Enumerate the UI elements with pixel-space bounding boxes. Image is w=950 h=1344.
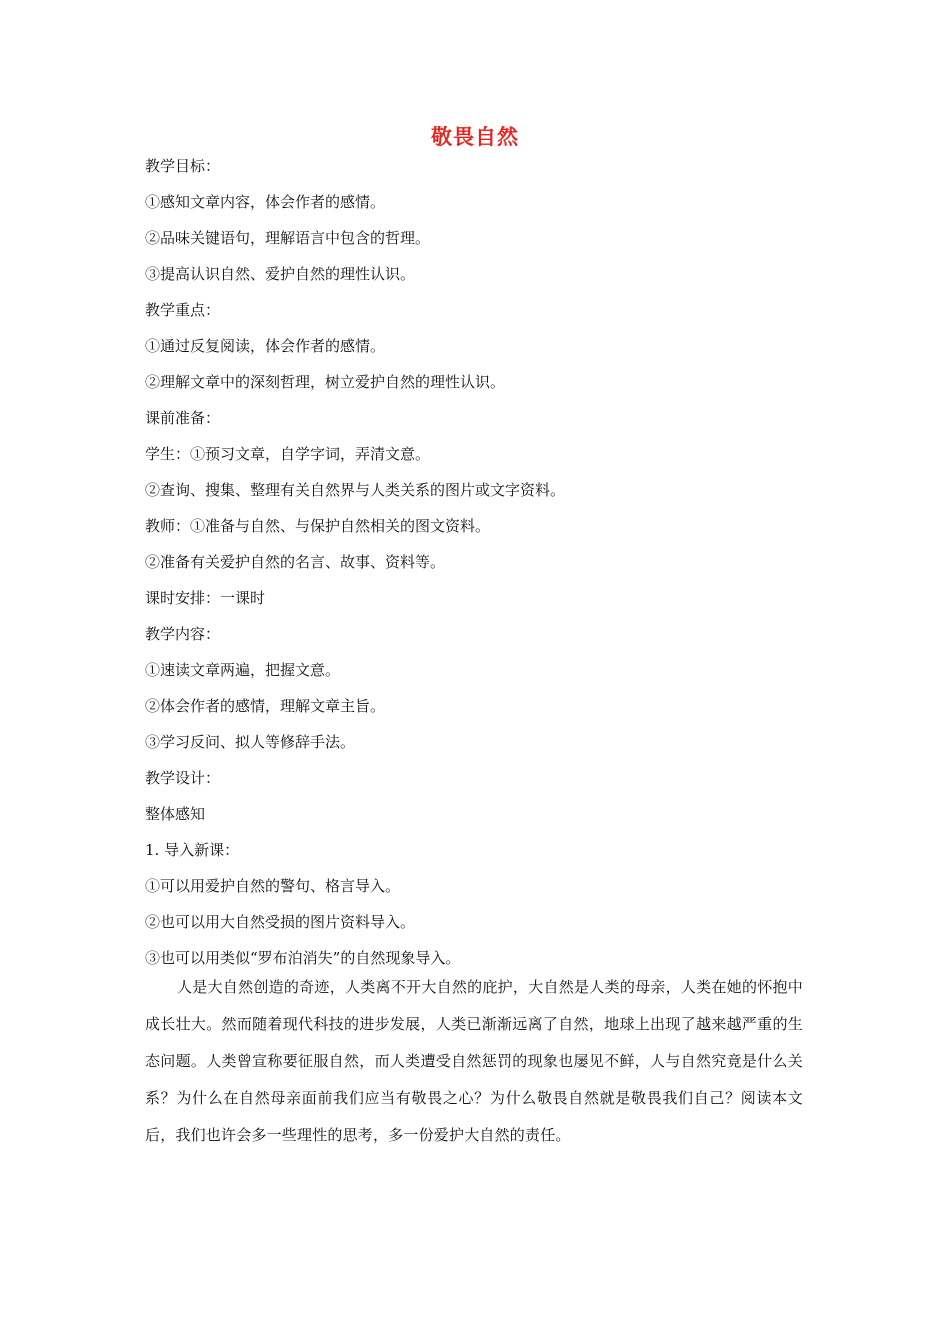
section-heading-preparation: 课前准备： bbox=[145, 409, 221, 427]
step-item: ①可以用爱护自然的警句、格言导入。 bbox=[145, 877, 401, 895]
key-point-item: ①通过反复阅读，体会作者的感情。 bbox=[145, 337, 386, 355]
section-heading-content: 教学内容： bbox=[145, 625, 221, 643]
objective-item: ①感知文章内容，体会作者的感情。 bbox=[145, 193, 386, 211]
section-heading-design: 教学设计： bbox=[145, 769, 221, 787]
intro-paragraph: 人是大自然创造的奇迹，人类离不开大自然的庇护，大自然是人类的母亲，人类在她的怀抱中成长壮大。然而随着现代科技的进步发展，人类已渐渐远离了自然，地球上出现了越来越严重的生态问题。人类曾宣称要征服自然，而人类遭受自然惩罚的现象也屡见不鲜，人与自然究竟是什么关系？为什么在自然母亲面前我们应当有敬畏之心？为什么敬畏自然就是敬畏我们自己？阅读本文后，我们也许会多一些理性的思考，多一份爱护大自然的责任。 bbox=[145, 978, 803, 1144]
content-item: ②体会作者的感情，理解文章主旨。 bbox=[145, 697, 386, 715]
content-item: ①速读文章两遍，把握文意。 bbox=[145, 661, 341, 679]
step-heading: 1. 导入新课： bbox=[145, 841, 240, 859]
preparation-item: ②查询、搜集、整理有关自然界与人类关系的图片或文字资料。 bbox=[145, 481, 566, 499]
objective-item: ②品味关键语句，理解语言中包含的哲理。 bbox=[145, 229, 431, 247]
lesson-plan-lines bbox=[145, 148, 805, 976]
preparation-item: 教师：①准备与自然、与保护自然相关的图文资料。 bbox=[145, 517, 491, 535]
content-item: ③学习反问、拟人等修辞手法。 bbox=[145, 733, 356, 751]
section-heading-objectives: 教学目标： bbox=[145, 157, 221, 175]
key-point-item: ②理解文章中的深刻哲理，树立爱护自然的理性认识。 bbox=[145, 373, 506, 391]
preparation-item: 学生：①预习文章，自学字词，弄清文意。 bbox=[145, 445, 431, 463]
step-item: ③也可以用类似“罗布泊消失”的自然现象导入。 bbox=[145, 949, 461, 967]
section-heading-key-points: 教学重点： bbox=[145, 301, 221, 319]
preparation-item: ②准备有关爱护自然的名言、故事、资料等。 bbox=[145, 553, 446, 571]
subsection-heading: 整体感知 bbox=[145, 805, 206, 823]
document-title: 敬畏自然 bbox=[431, 125, 519, 149]
schedule-line: 课时安排：一课时 bbox=[145, 589, 266, 607]
step-item: ②也可以用大自然受损的图片资料导入。 bbox=[145, 913, 416, 931]
objective-item: ③提高认识自然、爱护自然的理性认识。 bbox=[145, 265, 416, 283]
